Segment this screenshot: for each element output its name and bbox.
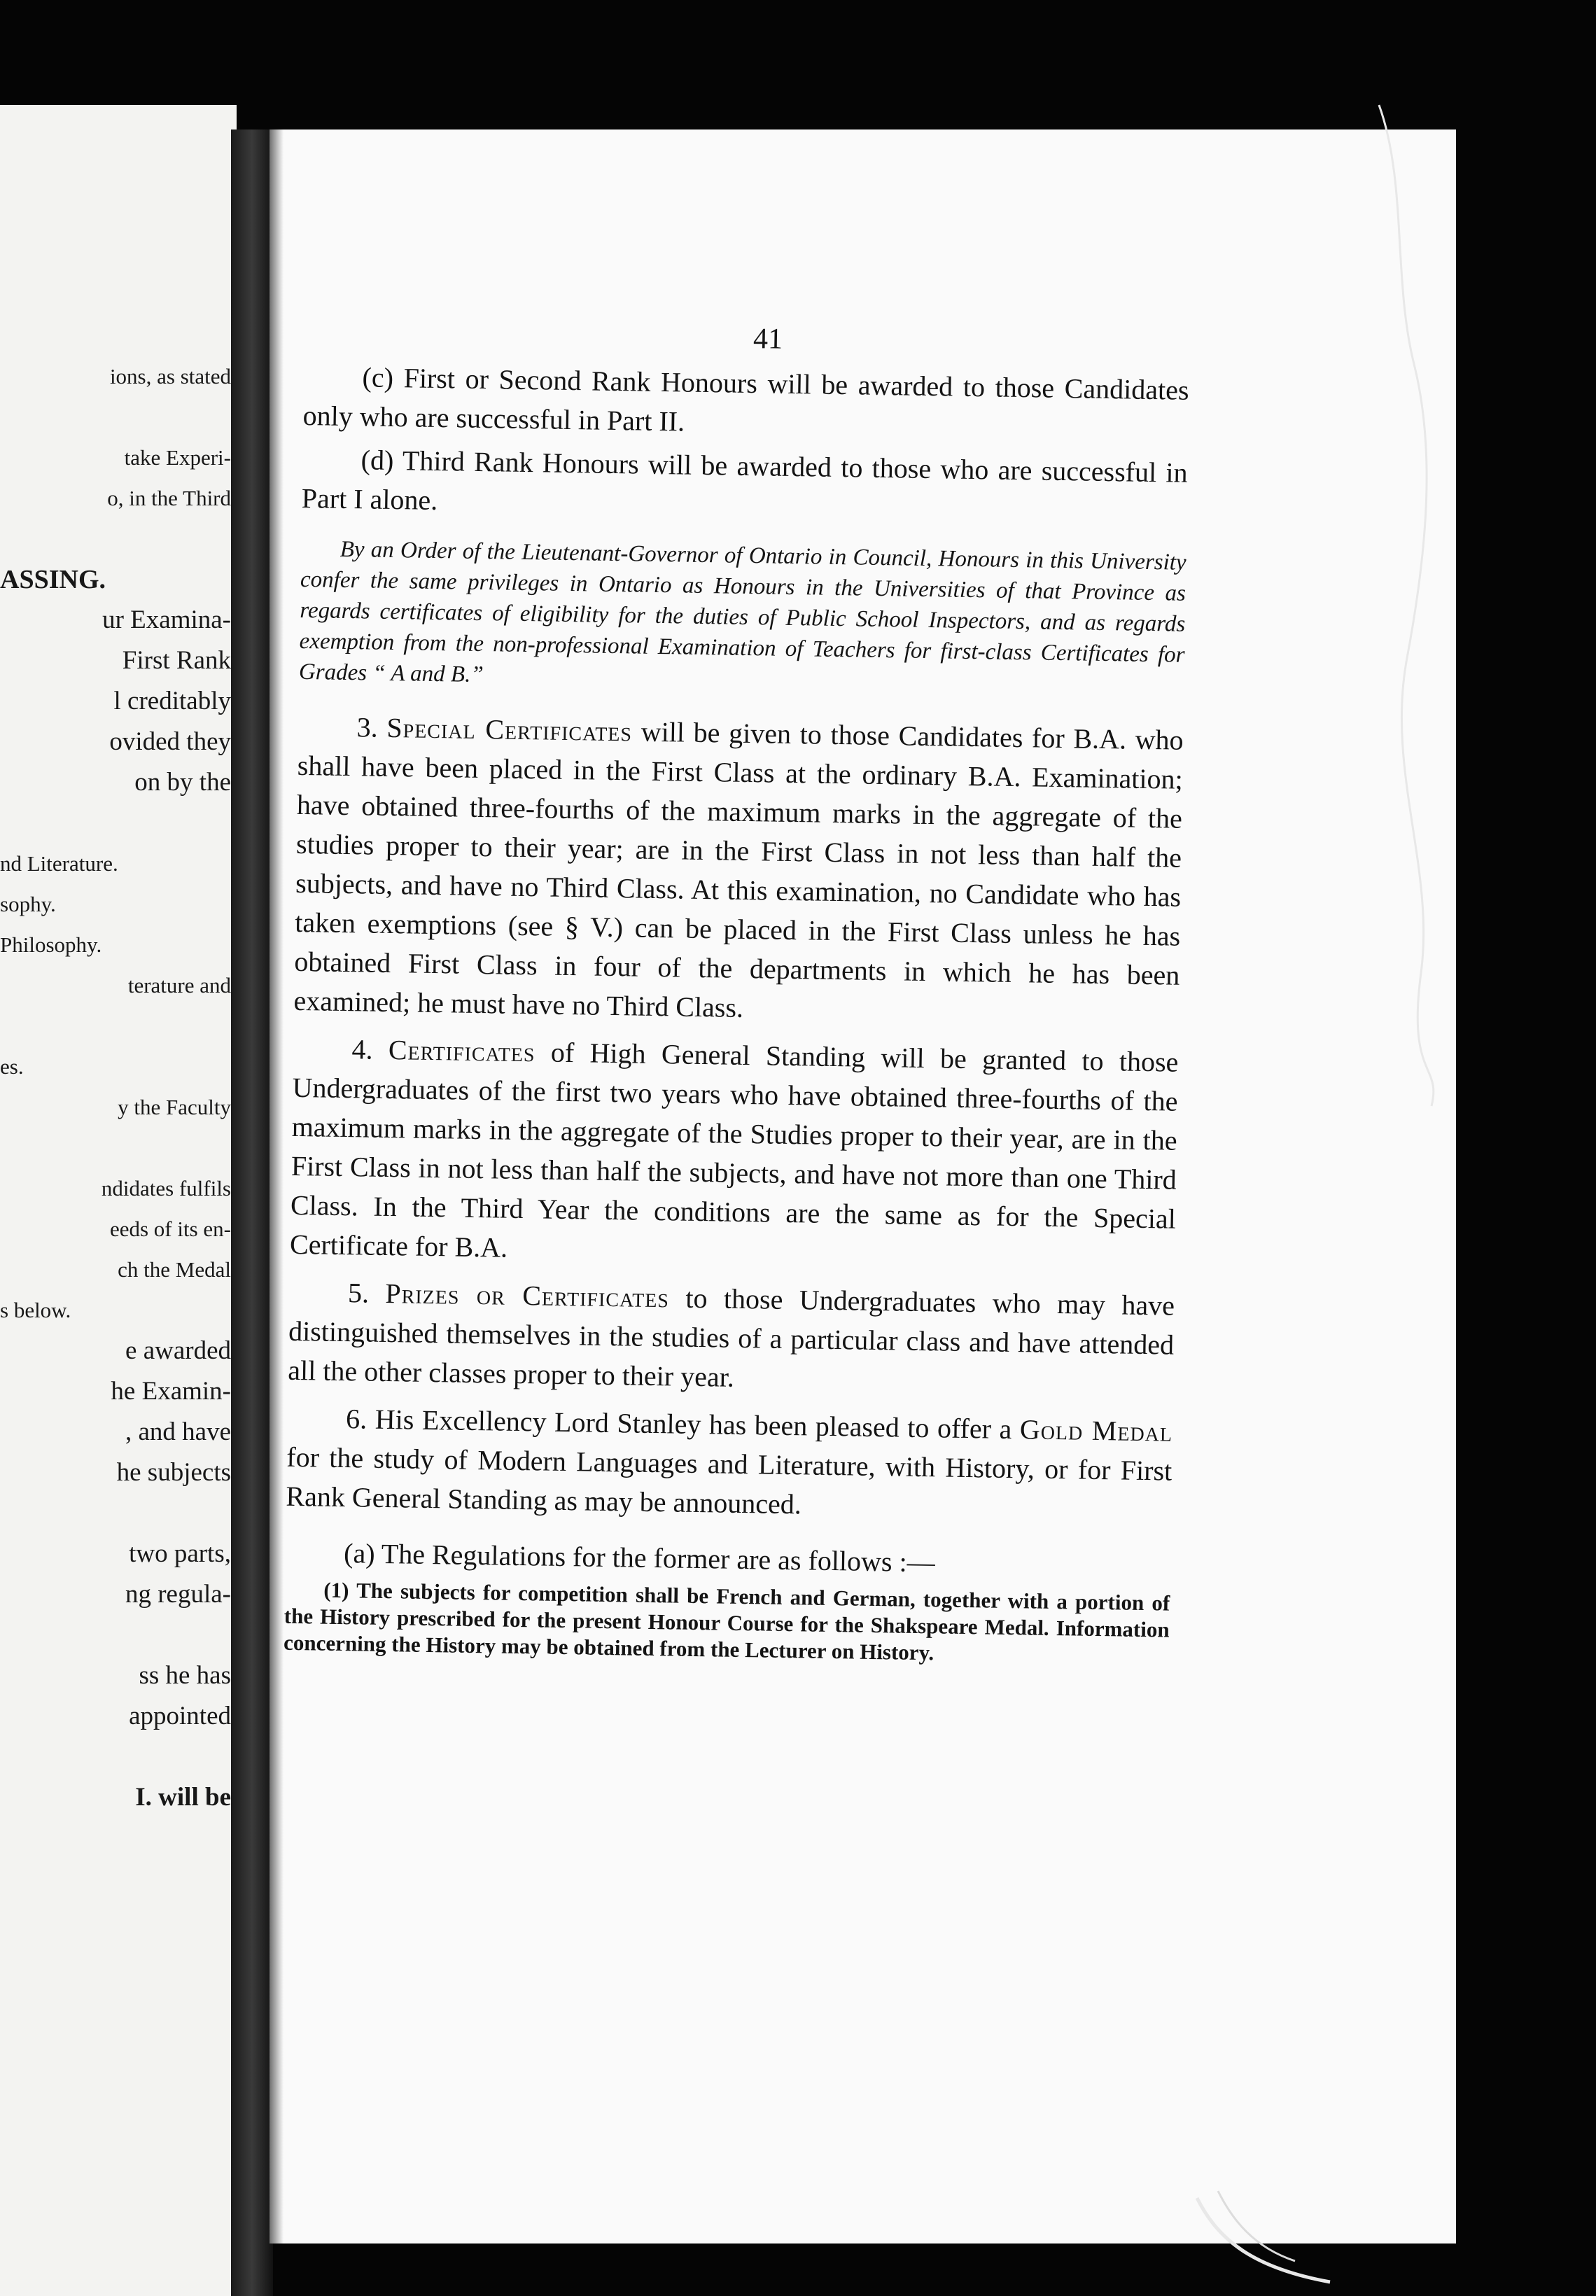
facing-page-line: ng regula- xyxy=(125,1580,231,1609)
page-text-block xyxy=(284,315,1190,1670)
paragraph-c: (c) First or Second Rank Honours will be awarded to those Candidates only who are successful in Part II. xyxy=(302,361,1189,438)
facing-page-line: , and have xyxy=(125,1418,231,1446)
paragraph-6-number: 6. xyxy=(345,1403,368,1435)
paragraph-5-number: 5. xyxy=(347,1277,370,1309)
paragraph-a: (a) The Regulations for the former are as follows :— xyxy=(343,1537,936,1578)
facing-page-line: ss he has xyxy=(139,1661,231,1690)
facing-page-line: y the Faculty xyxy=(118,1095,231,1119)
order-in-council-note: By an Order of the Lieutenant-Governor of Ontario in Council, Honours in this University confer the same privileges in Ontario as Honours in the Universities of that Province as regards certificates of eligibility for the duties of Public School Inspectors, and as regards exemption from the non-professional Examination of Teachers for first-class Certificates for Grades “ A and B.” xyxy=(298,536,1186,688)
paragraph-5 xyxy=(288,1273,1175,1404)
facing-page-line: s below. xyxy=(0,1298,71,1322)
book-spine-shadow xyxy=(231,130,273,2296)
facing-page-line: two parts, xyxy=(129,1539,231,1568)
stray-thread-bottom-right xyxy=(1190,2184,1344,2289)
paragraph-3-number: 3. xyxy=(356,711,379,743)
paragraph-3-text: will be given to those Candidates for B.A. who shall have been placed in the First Class at the ordinary B.A. Examination; have obtained three-fourths of the maximum marks in the aggregate of the studies proper to their year; are in the First Class in not less than half the subjects, and have no Third Class. At this examination, no Candidate who has taken exemptions (see § V.) can be placed in the First Class unless he has obtained First Class in four of the departments in which he has been examined; he must have no Third Class. xyxy=(293,715,1184,1023)
facing-page-line: l creditably xyxy=(113,687,231,715)
paragraph-5-text: to those Undergraduates who may have distinguished themselves in the studies of a particular class and have attended all the other classes proper to their year. xyxy=(287,1282,1175,1393)
paragraph-6-text-b: for the study of Modern Languages and Literature, with History, or for First Rank General Standing as may be announced. xyxy=(286,1441,1172,1520)
special-certificates-heading: Special Certificates xyxy=(386,711,633,748)
paragraph-6-text-a: His Excellency Lord Stanley has been pleased to offer a xyxy=(366,1403,1021,1446)
page-edge-shadow xyxy=(270,130,284,2244)
facing-page-line: e awarded xyxy=(125,1336,231,1365)
facing-page-line: take Experi- xyxy=(124,445,231,470)
facing-page-line: sophy. xyxy=(0,892,56,916)
certificates-heading: Certificates xyxy=(388,1034,536,1068)
facing-page-line: ur Examina- xyxy=(102,606,231,634)
paragraph-4 xyxy=(290,1029,1179,1278)
paragraph-6 xyxy=(286,1399,1172,1530)
stray-thread-top-right xyxy=(1365,98,1456,1113)
paragraph-3 xyxy=(293,707,1184,1035)
facing-page-line: I. will be xyxy=(135,1783,231,1812)
facing-page-line: ions, as stated xyxy=(109,364,231,388)
gold-medal-heading: Gold Medal xyxy=(1019,1413,1173,1448)
facing-page-line: es. xyxy=(0,1054,24,1079)
facing-page-line: Philosophy. xyxy=(0,932,102,957)
facing-page-line: nd Literature. xyxy=(0,851,118,876)
facing-page-line: he subjects xyxy=(116,1458,231,1487)
paragraph-4-text: of High General Standing will be granted to those Undergraduates of the first two years who have obtained three-fourths of the maximum marks in the aggregate of the Studies proper to their year, are in the First Class in not less than half the subjects, and have not more than one Third Class. In the Third Year the conditions are the same as for the Special Certificate for B.A. xyxy=(289,1036,1179,1264)
facing-page-line: eeds of its en- xyxy=(109,1217,231,1241)
facing-page-line: o, in the Third xyxy=(107,486,231,510)
facing-page-line: ch the Medal xyxy=(118,1257,231,1282)
facing-page-line: ndidates fulfils xyxy=(101,1176,231,1200)
facing-page-line: he Examin- xyxy=(111,1377,231,1406)
facing-page-line: appointed xyxy=(129,1702,231,1730)
paragraph-4-number: 4. xyxy=(351,1033,373,1065)
facing-page-line: terature and xyxy=(127,973,231,997)
facing-page-line: First Rank xyxy=(122,646,231,675)
prizes-heading: Prizes or Certificates xyxy=(385,1277,670,1314)
page-number: 41 xyxy=(752,323,783,356)
facing-page-line: on by the xyxy=(134,768,231,797)
subnote-1: (1) The subjects for competition shall be French and German, together with a portion of the History prescribed for the present Honour Course for the Shakspeare Medal. Information concerning the History may be obtained from the Lecturer on History. xyxy=(283,1577,1170,1665)
facing-page-line: ovided they xyxy=(109,727,231,756)
paragraph-d: (d) Third Rank Honours will be awarded to those who are successful in Part I alone. xyxy=(301,444,1188,517)
facing-page-line: ASSING. xyxy=(0,565,106,594)
